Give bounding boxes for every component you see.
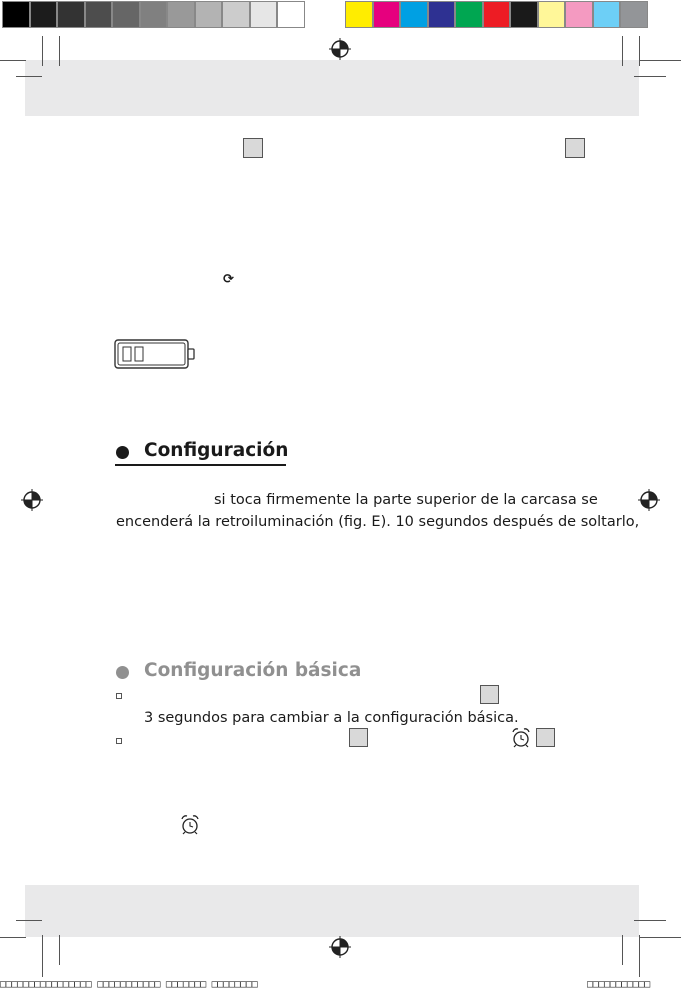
gray-swatch [85,1,113,28]
section-title-configuracion-basica: Configuración básica [144,660,362,681]
gray-swatch [222,1,250,28]
gray-swatch [167,1,195,28]
gray-swatch [30,1,58,28]
list-bullet [116,693,122,699]
crop-mark [59,36,60,66]
registration-mark-icon [21,489,43,511]
color-swatch [345,1,373,28]
body-text-line: encenderá la retroiluminación (fig. E). 10 segundos después de soltarlo, [116,514,640,530]
button-glyph [536,728,555,747]
registration-mark-icon [329,38,351,60]
crop-mark [59,935,60,965]
color-swatch [620,1,648,28]
crop-mark [634,920,666,921]
print-slug-right: □□□□□□□□□□□ [587,979,650,990]
section-underline [115,464,286,466]
button-glyph [349,728,368,747]
list-bullet [116,738,122,744]
footer-band [25,885,639,937]
body-text-line: si toca firmemente la parte superior de la carcasa se [214,492,598,508]
crop-mark [639,937,681,938]
button-glyph [243,138,263,158]
gray-swatch [250,1,278,28]
list-item-text: 3 segundos para cambiar a la configuración básica. [144,710,519,726]
crop-mark [42,36,43,66]
crop-mark [634,76,666,77]
gray-swatch [195,1,223,28]
crop-mark [16,920,42,921]
crop-mark [0,60,26,61]
gray-swatch [140,1,168,28]
color-swatch [593,1,621,28]
refresh-icon: ⟳ [223,272,234,287]
crop-mark [639,60,681,61]
battery-icon [114,339,196,369]
crop-mark [622,36,623,66]
gray-swatch [2,1,30,28]
color-swatch [400,1,428,28]
color-swatch [455,1,483,28]
registration-mark-icon [638,489,660,511]
section-bullet [116,666,129,679]
alarm-clock-icon [179,814,201,835]
gray-swatch [277,1,305,28]
color-swatch [565,1,593,28]
color-swatch [428,1,456,28]
crop-mark [639,935,640,977]
crop-mark [42,935,43,977]
crop-mark [16,76,42,77]
crop-mark [622,935,623,965]
section-title-configuracion: Configuración [144,440,289,461]
gray-swatch [112,1,140,28]
alarm-clock-icon [510,727,532,748]
button-glyph [480,685,499,704]
button-glyph [565,138,585,158]
registration-mark-icon [329,936,351,958]
color-swatch [538,1,566,28]
color-swatch [510,1,538,28]
section-bullet [116,446,129,459]
crop-mark [0,937,26,938]
print-slug-left: □□□□□□□□□□□□□□□□ □□□□□□□□□□□ □□□□□□□ □□□□□□□□ [0,979,258,990]
color-swatch [373,1,401,28]
header-band [25,60,639,116]
color-swatch [483,1,511,28]
crop-mark [639,36,640,66]
gray-swatch [57,1,85,28]
